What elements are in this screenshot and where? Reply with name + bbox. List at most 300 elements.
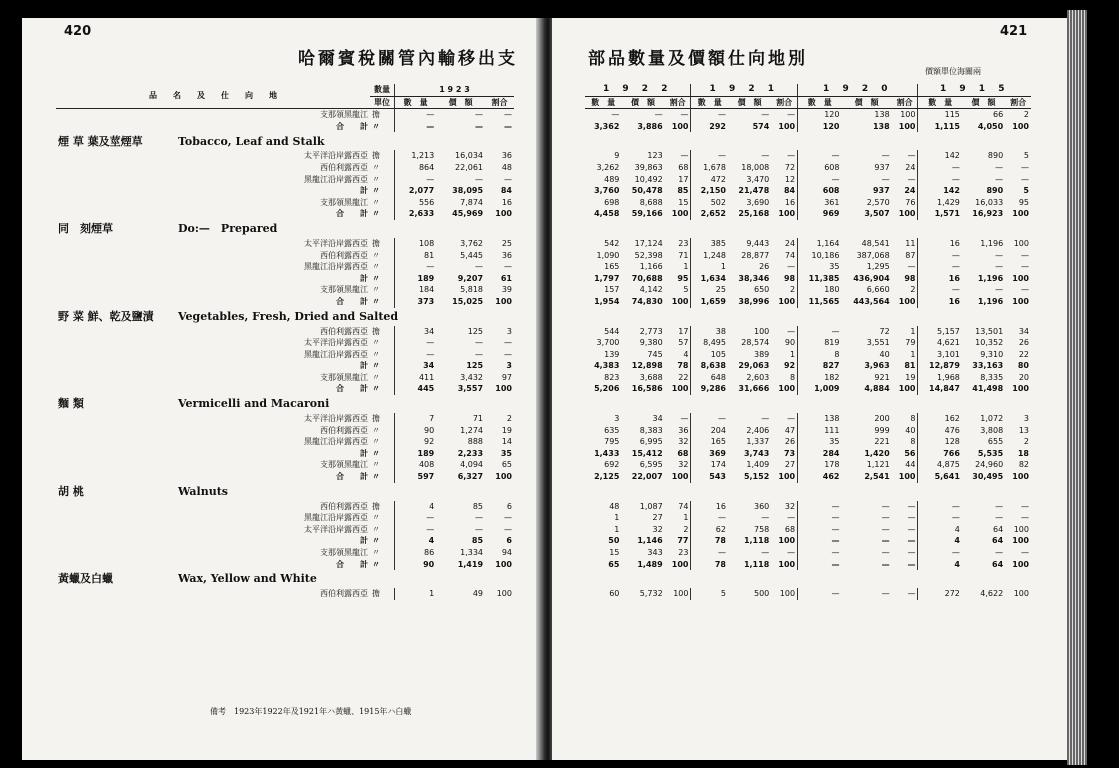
section-en-name: Do:— Prepared: [178, 222, 278, 236]
destination-cell: 支那領黑龍江: [320, 285, 368, 295]
qty-cell: 1,213: [395, 150, 437, 162]
value-cell: 38,095: [452, 186, 484, 196]
data-cell: —: [918, 261, 962, 273]
data-cell: 1,118: [743, 559, 770, 569]
data-cell: 24: [784, 238, 796, 248]
data-cell: 1,489: [637, 559, 663, 569]
table-row: [56, 372, 514, 384]
data-cell: 100: [900, 110, 916, 120]
sub-header: 割合: [665, 96, 691, 109]
pct-cell: —: [504, 524, 512, 534]
data-cell: —: [907, 151, 916, 161]
data-cell: —: [691, 150, 728, 162]
data-cell: 44: [905, 460, 916, 470]
table-row: [585, 162, 1031, 174]
value-cell: 7,874: [460, 197, 484, 207]
pct-cell: 100: [495, 472, 512, 482]
data-cell: 15: [678, 197, 689, 207]
data-cell: 3,963: [864, 361, 890, 371]
data-cell: —: [995, 250, 1004, 260]
data-cell: 692: [604, 460, 620, 470]
data-cell: 47: [784, 425, 796, 435]
destination-cell: 西伯利露西亞: [320, 326, 368, 336]
data-cell: 1,954: [594, 296, 620, 306]
data-cell: 18: [1017, 448, 1029, 458]
data-cell: 138: [874, 110, 890, 120]
data-cell: 9,443: [746, 238, 770, 248]
pct-cell: —: [504, 513, 512, 523]
pct-cell: —: [504, 174, 512, 184]
data-cell: —: [691, 413, 728, 425]
unit-cell: 〃: [372, 437, 380, 447]
data-cell: 2: [910, 285, 916, 295]
data-cell: —: [1021, 548, 1029, 557]
data-cell: 9,380: [639, 338, 663, 348]
data-cell: 6,595: [639, 460, 663, 470]
table-row: [56, 326, 514, 338]
data-cell: 70,688: [631, 273, 663, 283]
unit-cell: 擔: [372, 501, 380, 511]
data-cell: 2,570: [866, 197, 890, 207]
section-en-name: Vermicelli and Macaroni: [178, 397, 330, 411]
data-cell: 120: [798, 109, 842, 121]
data-cell: 9,286: [691, 383, 728, 395]
item-header: 品 名 及 仕 向 地: [56, 84, 370, 109]
value-cell: —: [475, 338, 484, 348]
spacer-cell: [585, 395, 1031, 413]
data-cell: —: [798, 501, 842, 513]
data-cell: —: [995, 174, 1004, 184]
data-cell: 544: [604, 326, 620, 336]
data-cell: 27: [784, 460, 796, 470]
data-cell: 1,248: [691, 250, 728, 262]
qty-cell: 411: [395, 372, 437, 384]
data-cell: 174: [691, 459, 728, 471]
qty-cell: 597: [395, 471, 437, 483]
data-cell: 14,847: [918, 383, 962, 395]
right-page-number: 421: [1000, 24, 1028, 39]
pct-cell: 100: [495, 559, 512, 569]
data-cell: 1,196: [980, 238, 1004, 248]
data-cell: 128: [918, 436, 962, 448]
qty-cell: 373: [395, 296, 437, 308]
data-cell: 4: [918, 559, 962, 571]
data-cell: —: [907, 548, 916, 557]
year-header-1923: 1 9 2 3: [395, 84, 515, 96]
table-row: [56, 349, 514, 361]
data-cell: 11: [905, 238, 916, 248]
section-header-row: [56, 220, 514, 238]
table-row: [585, 121, 1031, 133]
unit-cell: 〃: [372, 448, 380, 458]
data-cell: 25,168: [738, 209, 770, 219]
value-cell: 45,969: [452, 209, 484, 219]
value-cell: 49: [472, 589, 484, 599]
data-cell: 78: [691, 535, 728, 547]
unit-cell: 〃: [372, 536, 380, 546]
data-cell: 10,352: [975, 338, 1004, 348]
data-cell: 8,383: [639, 425, 663, 435]
data-cell: 462: [798, 471, 842, 483]
data-cell: 33,163: [972, 361, 1004, 371]
data-cell: 71: [678, 250, 689, 260]
data-cell: 66: [992, 110, 1004, 120]
data-cell: 100: [1012, 273, 1029, 283]
data-cell: 1: [691, 261, 728, 273]
data-cell: —: [907, 536, 916, 546]
qty-cell: 81: [395, 250, 437, 262]
data-cell: 221: [874, 437, 890, 447]
value-cell: 888: [467, 437, 484, 447]
data-cell: 100: [1013, 589, 1029, 599]
unit-cell: 擔: [372, 414, 380, 424]
data-cell: 3,262: [596, 162, 620, 172]
value-cell: —: [475, 513, 484, 523]
data-cell: 1: [614, 524, 620, 534]
data-cell: 3,507: [864, 209, 890, 219]
section-header-row: [56, 570, 514, 588]
footnote: 備考 1923年1922年及1921年ハ黃蠟、1915年ハ白蠟: [210, 707, 412, 716]
data-cell: —: [761, 151, 770, 161]
data-cell: —: [995, 513, 1004, 523]
table-row: [585, 250, 1031, 262]
value-cell: 85: [472, 501, 484, 511]
data-cell: 3: [1023, 414, 1029, 424]
value-cell: 9,207: [457, 273, 484, 283]
data-cell: 1,797: [594, 273, 620, 283]
qty-cell: 189: [395, 448, 437, 460]
data-cell: —: [1021, 285, 1029, 295]
table-row: [585, 413, 1031, 425]
pct-cell: 14: [501, 437, 512, 447]
data-cell: 77: [677, 536, 689, 546]
section-spacer-row: [585, 483, 1031, 501]
pct-cell: 36: [501, 151, 512, 161]
data-cell: 890: [986, 186, 1004, 196]
data-cell: 1,409: [746, 460, 770, 470]
data-cell: 1,659: [691, 296, 728, 308]
data-cell: 100: [1012, 209, 1029, 219]
section-spacer-row: [585, 220, 1031, 238]
data-cell: 111: [798, 425, 842, 437]
data-cell: —: [691, 512, 728, 524]
table-row: [585, 535, 1031, 547]
data-cell: 182: [798, 372, 842, 384]
data-cell: 13: [1018, 425, 1029, 435]
destination-cell: 太平洋沿岸露西亞: [304, 338, 368, 348]
data-cell: —: [907, 513, 916, 523]
data-cell: —: [881, 513, 890, 523]
data-cell: 890: [987, 151, 1004, 161]
data-cell: 23: [678, 548, 689, 557]
data-cell: 3,551: [866, 338, 890, 348]
value-cell: 16,034: [455, 151, 484, 161]
data-cell: 81: [904, 361, 916, 371]
value-cell: 2,233: [457, 448, 484, 458]
data-cell: 3,743: [743, 448, 770, 458]
data-cell: —: [907, 174, 916, 184]
data-cell: —: [680, 414, 689, 424]
unit-header: 單位: [370, 96, 395, 109]
pct-cell: 6: [506, 501, 512, 511]
data-cell: 17: [678, 174, 689, 184]
pct-cell: 3: [506, 361, 512, 371]
unit-cell: 〃: [372, 349, 380, 359]
data-cell: 115: [918, 109, 962, 121]
data-cell: 5,152: [743, 472, 770, 482]
data-cell: 8,335: [980, 372, 1004, 382]
unit-cell: 〃: [372, 186, 380, 196]
data-cell: 100: [671, 121, 689, 131]
year-header: 1 9 2 0: [798, 84, 918, 96]
value-cell: —: [475, 262, 484, 272]
destination-cell: 支那領黑龍江: [320, 548, 368, 557]
data-cell: 1: [614, 513, 620, 523]
value-cell: 6,327: [457, 472, 484, 482]
data-cell: 200: [874, 414, 890, 424]
right-table: [585, 84, 1031, 600]
table-row: [56, 185, 514, 197]
qty-cell: 4: [395, 501, 437, 513]
sub-header: 割合: [1005, 96, 1031, 109]
data-cell: 472: [691, 174, 728, 186]
unit-cell: 〃: [372, 121, 380, 131]
data-cell: 766: [918, 448, 962, 460]
data-cell: 608: [798, 162, 842, 174]
value-cell: 125: [467, 326, 484, 336]
section-label: [56, 395, 514, 413]
data-cell: 95: [1018, 197, 1029, 207]
data-cell: —: [918, 162, 962, 174]
table-row: [585, 524, 1031, 536]
data-cell: —: [995, 285, 1004, 295]
pct-cell: 100: [495, 384, 512, 394]
data-cell: 142: [918, 150, 962, 162]
section-label: [56, 570, 514, 588]
data-cell: —: [881, 524, 890, 534]
data-cell: 1,196: [977, 273, 1004, 283]
table-row: [56, 413, 514, 425]
section-spacer-row: [585, 570, 1031, 588]
table-row: [56, 197, 514, 209]
data-cell: —: [798, 326, 842, 338]
data-cell: 38,996: [738, 296, 770, 306]
table-row: [56, 524, 514, 536]
data-cell: 3,808: [980, 425, 1004, 435]
destination-cell: 計: [360, 360, 368, 371]
pct-cell: 39: [501, 285, 512, 295]
data-cell: 11,565: [798, 296, 842, 308]
data-cell: 443,564: [853, 296, 890, 306]
year-header: 1 9 2 2: [585, 84, 691, 96]
data-cell: 59,166: [631, 209, 663, 219]
destination-cell: 支那領黑龍江: [320, 110, 368, 120]
sub-header: 數 量: [691, 96, 728, 109]
destination-cell: 太平洋沿岸露西亞: [304, 151, 368, 161]
value-cell: 85: [471, 536, 484, 546]
data-cell: 5,732: [639, 589, 663, 599]
data-cell: 819: [798, 337, 842, 349]
data-cell: —: [881, 589, 890, 599]
destination-cell: 西伯利露西亞: [320, 589, 368, 599]
data-cell: 35: [798, 436, 842, 448]
unit-cell: 〃: [372, 273, 380, 283]
data-cell: 100: [1012, 472, 1029, 482]
data-cell: 32: [784, 501, 796, 511]
qty-cell: 864: [395, 162, 437, 174]
data-cell: —: [995, 262, 1004, 272]
data-cell: 178: [798, 459, 842, 471]
section-en-name: Wax, Yellow and White: [178, 572, 317, 586]
table-row: [56, 588, 514, 600]
sub-header: 割合: [485, 96, 514, 109]
data-cell: 2,603: [746, 372, 770, 382]
destination-cell: 西伯利露西亞: [320, 501, 368, 511]
data-cell: —: [798, 559, 842, 571]
data-cell: 100: [671, 209, 689, 219]
data-cell: 98: [904, 273, 916, 283]
data-cell: 343: [647, 548, 663, 557]
table-row: [585, 261, 1031, 273]
data-cell: 1,118: [743, 536, 770, 546]
data-cell: 35: [798, 261, 842, 273]
data-cell: 3: [614, 414, 620, 424]
table-row: [56, 471, 514, 483]
data-cell: 20: [1018, 372, 1029, 382]
data-cell: —: [761, 414, 770, 424]
destination-cell: 計: [360, 447, 368, 458]
table-row: [585, 273, 1031, 285]
table-row: [56, 174, 514, 186]
data-cell: 369: [691, 448, 728, 460]
data-cell: —: [787, 548, 796, 557]
data-cell: —: [787, 326, 796, 336]
data-cell: 543: [691, 471, 728, 483]
data-cell: —: [907, 501, 916, 511]
table-row: [56, 250, 514, 262]
unit-cell: 擔: [372, 589, 380, 599]
data-cell: 360: [753, 501, 770, 511]
qty-cell: 34: [395, 326, 437, 338]
section-label: [56, 308, 514, 326]
qty-cell: 108: [395, 238, 437, 250]
data-cell: 1,090: [596, 250, 620, 260]
data-cell: 100: [1012, 536, 1029, 546]
data-cell: 11,385: [798, 273, 842, 285]
unit-cell: 〃: [372, 513, 380, 523]
data-cell: 2,406: [746, 425, 770, 435]
data-cell: 82: [1018, 460, 1029, 470]
qty-cell: 408: [395, 459, 437, 471]
data-cell: 64: [992, 536, 1004, 546]
value-cell: 15,025: [452, 296, 484, 306]
data-cell: 100: [1012, 296, 1029, 306]
data-cell: 5: [1023, 186, 1029, 196]
data-cell: 138: [798, 413, 842, 425]
data-cell: 38: [691, 326, 728, 338]
data-cell: 1,429: [918, 197, 962, 209]
data-cell: —: [691, 109, 728, 121]
pct-cell: 84: [500, 186, 512, 196]
data-cell: 5: [1023, 151, 1029, 161]
data-cell: 165: [691, 436, 728, 448]
data-cell: 2: [1023, 437, 1029, 447]
data-cell: —: [680, 110, 689, 120]
value-cell: 1,419: [457, 559, 484, 569]
data-cell: —: [798, 524, 842, 536]
data-cell: 157: [604, 285, 620, 295]
table-row: [585, 197, 1031, 209]
data-cell: 74: [678, 501, 689, 511]
destination-cell: 計: [360, 185, 368, 196]
data-cell: —: [918, 284, 962, 296]
data-cell: —: [907, 589, 916, 599]
section-spacer-row: [585, 308, 1031, 326]
value-cell: —: [475, 110, 484, 120]
table-row: [56, 559, 514, 571]
table-row: [585, 185, 1031, 197]
data-cell: —: [881, 559, 890, 569]
table-row: [56, 501, 514, 513]
table-row: [585, 174, 1031, 186]
value-cell: 5,818: [460, 285, 484, 295]
data-cell: —: [798, 547, 842, 559]
data-cell: 100: [671, 384, 689, 394]
data-cell: 1,968: [918, 372, 962, 384]
table-row: [56, 162, 514, 174]
data-cell: 4,458: [594, 209, 620, 219]
data-cell: 16,033: [975, 197, 1004, 207]
data-cell: 100: [778, 121, 796, 131]
destination-cell: 黑龍江沿岸露西亞: [304, 262, 368, 272]
section-en-name: Walnuts: [178, 484, 228, 498]
data-cell: 1,009: [798, 383, 842, 395]
sub-header: 價 額: [436, 96, 485, 109]
data-cell: —: [1021, 162, 1029, 172]
data-cell: 387,068: [856, 250, 890, 260]
data-cell: 32: [678, 460, 689, 470]
data-cell: —: [1021, 262, 1029, 272]
data-cell: 80: [1017, 361, 1029, 371]
table-row: [56, 547, 514, 559]
unit-cell: 〃: [372, 162, 380, 172]
data-cell: 34: [652, 414, 663, 424]
qty-cell: —: [395, 524, 437, 536]
data-cell: 74: [784, 250, 796, 260]
data-cell: —: [1021, 513, 1029, 523]
data-cell: 1,337: [746, 437, 770, 447]
unit-cell: 〃: [372, 548, 380, 557]
destination-cell: 合 計: [336, 120, 368, 131]
section-label: [56, 220, 514, 238]
qty-header: 數量: [370, 84, 395, 96]
data-cell: 292: [691, 121, 728, 133]
pct-cell: 2: [506, 414, 512, 424]
data-cell: 12,879: [918, 360, 962, 372]
data-cell: 60: [609, 589, 620, 599]
year-header: 1 9 1 5: [918, 84, 1031, 96]
data-cell: 1,571: [918, 208, 962, 220]
data-cell: —: [995, 548, 1004, 557]
destination-cell: 黑龍江沿岸露西亞: [304, 349, 368, 359]
destination-cell: 西伯利露西亞: [320, 162, 368, 172]
table-row: [585, 150, 1031, 162]
data-cell: 23: [678, 238, 689, 248]
table-row: [585, 471, 1031, 483]
data-cell: —: [798, 535, 842, 547]
destination-cell: 計: [360, 272, 368, 283]
value-cell: 22,061: [455, 162, 484, 172]
